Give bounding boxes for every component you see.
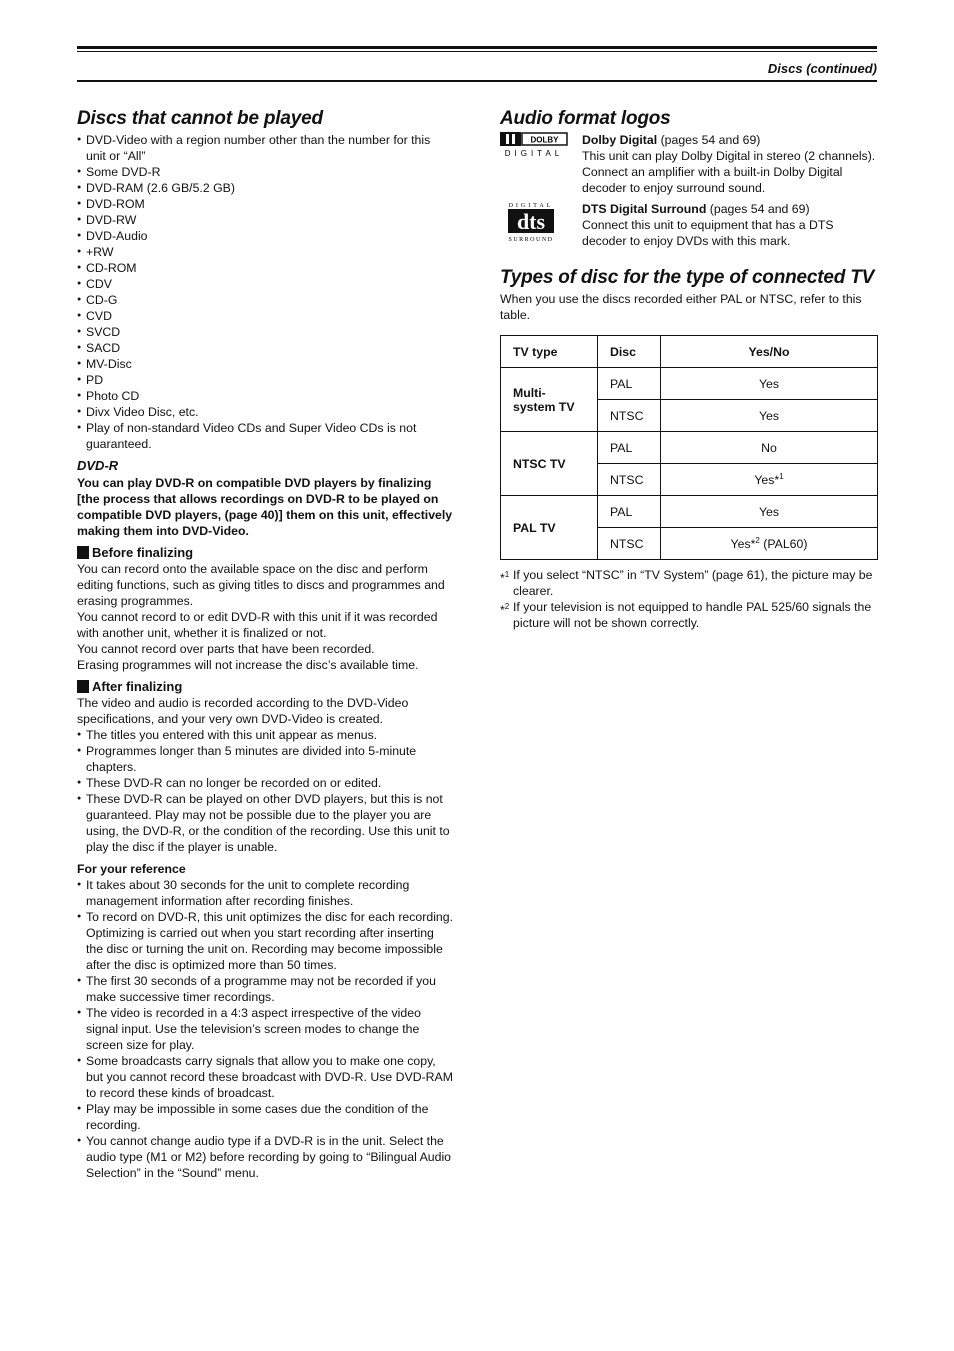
list-item: ● You cannot change audio type if a DVD-R is in the unit. Select the audio type (M1 or M2) before recording by going to “Bilingual Audio Selection” in the “Sound” menu.	[77, 1133, 453, 1181]
list-item: ● These DVD-R can be played on other DVD players, but this is not guaranteed. Play may not be possible due to the player you are using, the DVD-R, or the condition of the recording. Use this unit to play the disc if the player is unable.	[77, 791, 453, 855]
list-item: ● Divx Video Disc, etc.	[77, 404, 453, 420]
dolby-name: Dolby Digital	[582, 133, 658, 147]
dolby-logo-digital: DIGITAL	[504, 149, 564, 158]
list-item: ● CD-G	[77, 292, 453, 308]
list-item: ● Photo CD	[77, 388, 453, 404]
list-item: ● CVD	[77, 308, 453, 324]
after-finalizing-heading: After finalizing	[77, 679, 453, 694]
footnote: *$^2$ If your television is not equipped to handle PAL 525/60 signals the picture will not be shown correctly.	[500, 600, 872, 630]
dts-name: DTS Digital Surround	[582, 202, 707, 216]
after-finalizing-list	[77, 727, 453, 855]
section-title-disc-types: Types of disc for the type of connected TV	[500, 267, 875, 288]
disc-cell: NTSC	[598, 464, 661, 496]
yes-no-cell: Yes	[661, 496, 878, 528]
dolby-logo-text: DOLBY	[530, 135, 559, 145]
disc-cell: PAL	[598, 496, 661, 528]
disc-cell: NTSC	[598, 528, 661, 560]
top-rule	[77, 46, 877, 49]
unplayable-disc-list	[77, 132, 453, 452]
dvdr-heading: DVD-R	[77, 458, 119, 473]
yes-no-cell: Yes*$^1$	[661, 464, 878, 496]
before-finalizing-paragraph: You cannot record to or edit DVD-R with this unit if it was recorded with another unit, whether it is finalized or not.	[77, 610, 438, 640]
yes-no-cell: Yes	[661, 368, 878, 400]
disc-cell: NTSC	[598, 400, 661, 432]
before-finalizing-paragraph: You can record onto the available space on the disc and perform editing functions, such as giving titles to discs and programmes and erasing programmes.	[77, 562, 445, 608]
tv-type-cell: Multi-system TV	[501, 368, 598, 432]
section-title-discs-not-played: Discs that cannot be played	[77, 108, 323, 129]
tv-type-cell: PAL TV	[501, 496, 598, 560]
before-finalizing-text	[77, 561, 453, 673]
tv-type-cell: NTSC TV	[501, 432, 598, 496]
dts-digital-surround-logo	[500, 201, 582, 249]
list-item: ● Play of non-standard Video CDs and Super Video CDs is not guaranteed.	[77, 420, 453, 452]
list-item: ● The first 30 seconds of a programme may not be recorded if you make successive timer recordings.	[77, 973, 453, 1005]
list-item: ● To record on DVD-R, this unit optimizes the disc for each recording. Optimizing is carried out when you start recording after inserting the disc or turning the unit on. Recording may become impossible after the disc is optimized more than 50 times.	[77, 909, 453, 973]
column-header: TV type	[501, 336, 598, 368]
square-bullet-icon	[77, 546, 89, 559]
list-item: ● DVD-Audio	[77, 228, 453, 244]
right-column	[500, 108, 878, 631]
dts-logo-mid: dts	[516, 209, 546, 234]
disc-cell: PAL	[598, 368, 661, 400]
dts-desc: Connect this unit to equipment that has a DTS decoder to enjoy DVDs with this mark.	[582, 218, 834, 248]
dolby-desc: This unit can play Dolby Digital in stereo (2 channels). Connect an amplifier with a built-in Dolby Digital decoder to enjoy surround sound.	[582, 149, 876, 195]
dts-logo-top: DIGITAL	[508, 203, 554, 209]
before-finalizing-paragraph: Erasing programmes will not increase the disc’s available time.	[77, 658, 419, 672]
column-header: Disc	[598, 336, 661, 368]
list-item: ● CDV	[77, 276, 453, 292]
square-bullet-icon	[77, 680, 89, 693]
disc-cell: PAL	[598, 432, 661, 464]
yes-no-cell: Yes	[661, 400, 878, 432]
list-item: ● Play may be impossible in some cases due the condition of the recording.	[77, 1101, 453, 1133]
before-finalizing-heading: Before finalizing	[77, 545, 453, 560]
dolby-row	[500, 132, 878, 196]
list-item: ● The video is recorded in a 4:3 aspect irrespective of the video signal input. Use the television’s screen modes to change the screen size for play.	[77, 1005, 453, 1053]
yes-no-cell: No	[661, 432, 878, 464]
section-title-audio-logos: Audio format logos	[500, 108, 671, 129]
list-item: ● SACD	[77, 340, 453, 356]
list-item: ● CD-ROM	[77, 260, 453, 276]
table-row	[501, 368, 878, 400]
list-item: ● These DVD-R can no longer be recorded on or edited.	[77, 775, 453, 791]
yes-no-cell: Yes*$^2$ (PAL60)	[661, 528, 878, 560]
tv-disc-table	[500, 335, 878, 560]
dolby-pages: (pages 54 and 69)	[657, 133, 761, 147]
list-item: ● MV-Disc	[77, 356, 453, 372]
list-item: ● DVD-Video with a region number other than the number for this unit or “All”	[77, 132, 453, 164]
dts-description	[582, 201, 878, 249]
list-item: ● DVD-RAM (2.6 GB/5.2 GB)	[77, 180, 453, 196]
left-column	[77, 108, 453, 1181]
list-item: ● It takes about 30 seconds for the unit to complete recording management information after recording finishes.	[77, 877, 453, 909]
header-rule	[77, 80, 877, 82]
reference-list	[77, 877, 453, 1181]
dolby-digital-logo	[500, 132, 582, 196]
reference-heading: For your reference	[77, 862, 186, 876]
list-item: ● Programmes longer than 5 minutes are divided into 5-minute chapters.	[77, 743, 453, 775]
list-item: ● DVD-ROM	[77, 196, 453, 212]
footnote: *$^1$ If you select “NTSC” in “TV System” (page 61), the picture may be clearer.	[500, 568, 873, 598]
dts-pages: (pages 54 and 69)	[706, 202, 810, 216]
list-item: ● PD	[77, 372, 453, 388]
column-header: Yes/No	[661, 336, 878, 368]
running-title: Discs (continued)	[767, 61, 877, 76]
list-item: ● The titles you entered with this unit appear as menus.	[77, 727, 453, 743]
list-item: ● +RW	[77, 244, 453, 260]
dolby-description	[582, 132, 878, 196]
dts-logo-bottom: SURROUND	[508, 237, 554, 243]
before-finalizing-paragraph: You cannot record over parts that have been recorded.	[77, 642, 375, 656]
list-item: ● Some broadcasts carry signals that allow you to make one copy, but you cannot record these broadcast with DVD-R. Use DVD-RAM to record these kinds of broadcast.	[77, 1053, 453, 1101]
top-rule-thin	[77, 51, 877, 52]
after-finalizing-intro: The video and audio is recorded according to the DVD-Video specifications, and your very own DVD-Video is created.	[77, 696, 409, 726]
footnotes	[500, 567, 878, 631]
table-row	[501, 432, 878, 464]
disc-types-intro: When you use the discs recorded either PAL or NTSC, refer to this table.	[500, 292, 862, 322]
dvdr-intro: You can play DVD-R on compatible DVD players by finalizing [the process that allows recordings on DVD-R to be played on compatible DVD players, (page 40)] them on this unit, effectively making them into DVD-Video.	[77, 476, 453, 538]
dts-row	[500, 201, 878, 249]
table-header-row	[501, 336, 878, 368]
list-item: ● Some DVD-R	[77, 164, 453, 180]
table-row	[501, 496, 878, 528]
list-item: ● DVD-RW	[77, 212, 453, 228]
list-item: ● SVCD	[77, 324, 453, 340]
